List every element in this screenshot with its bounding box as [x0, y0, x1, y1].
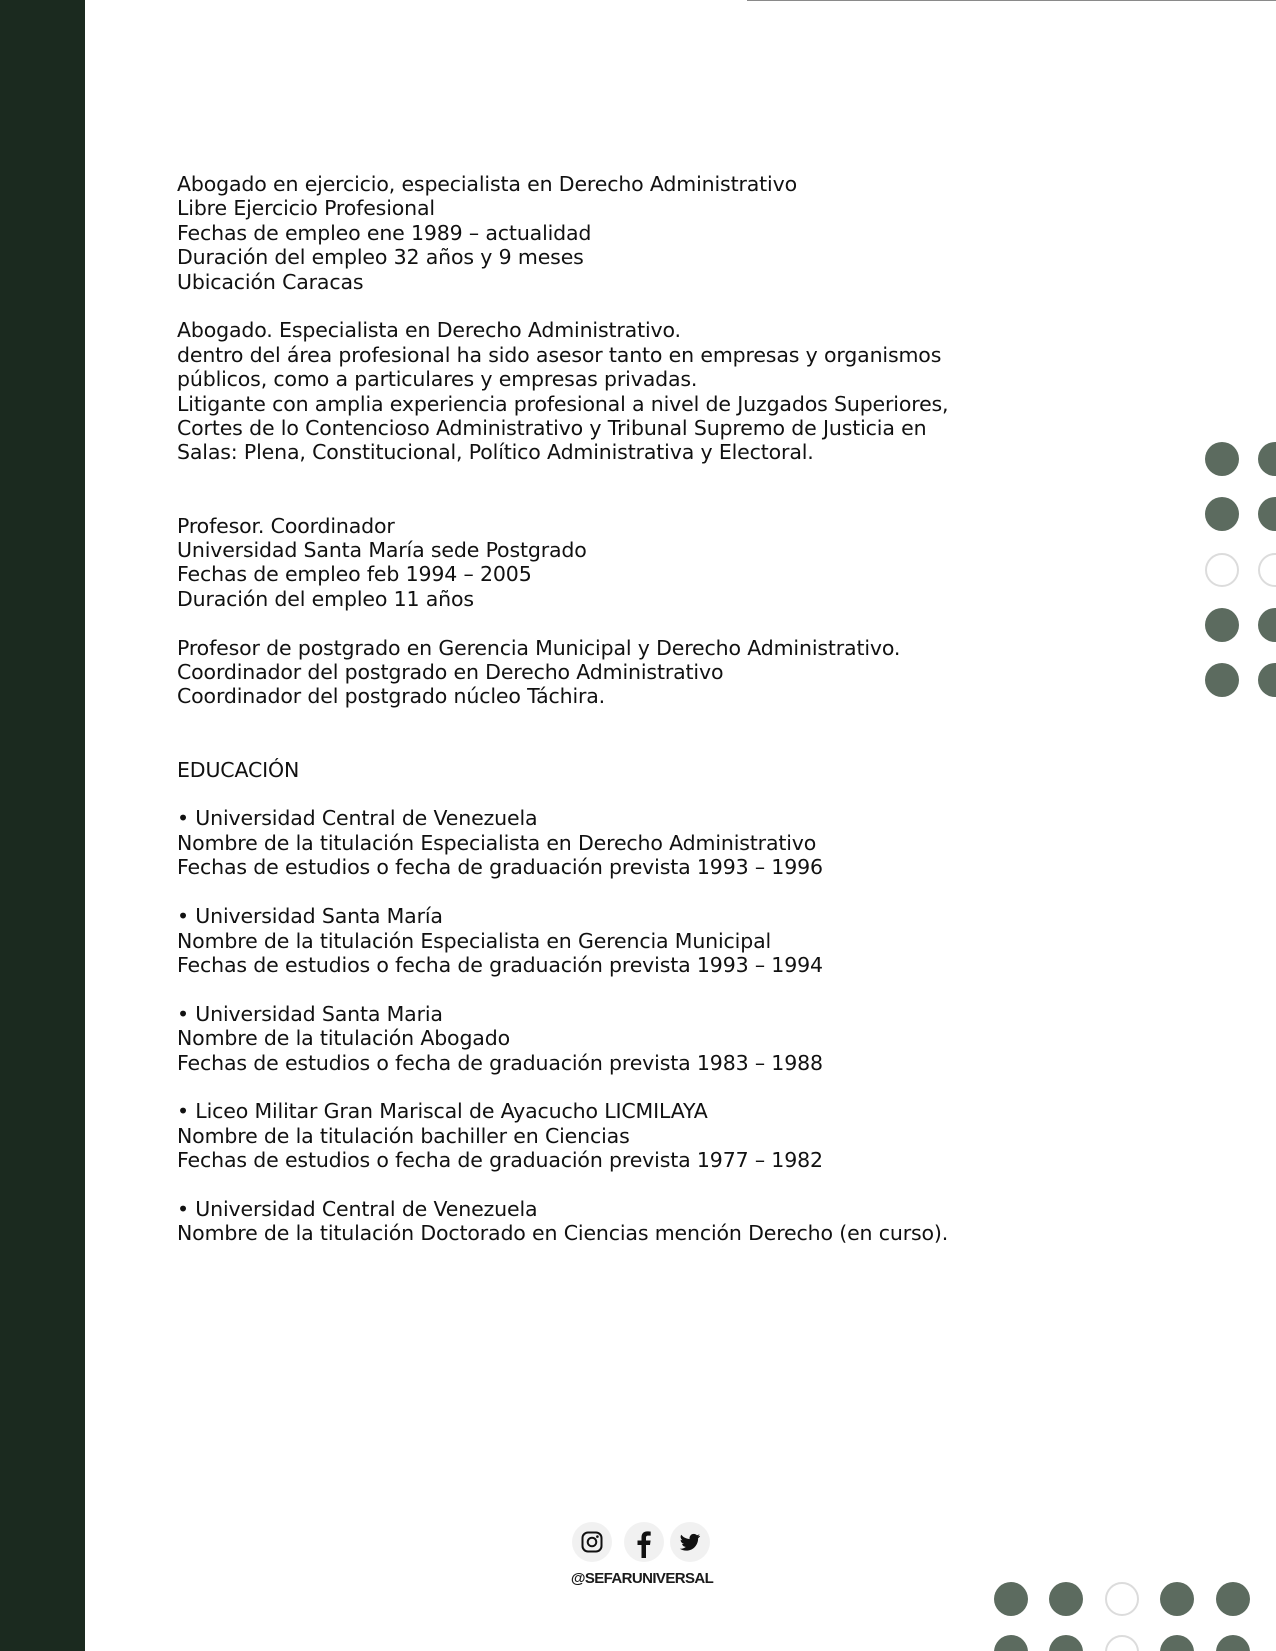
employer: Universidad Santa María sede Postgrado	[177, 538, 587, 563]
education-dates: Fechas de estudios o fecha de graduación prevista 1993 – 1994	[177, 952, 823, 977]
employment-duration: Duración del empleo 11 años	[177, 586, 474, 611]
decorative-dot-hollow	[1205, 553, 1239, 587]
education-entry	[177, 806, 977, 879]
education-entry	[177, 1197, 977, 1246]
job-title: Profesor. Coordinador	[177, 513, 395, 538]
education-entry	[177, 1099, 977, 1172]
education-dates: Fechas de estudios o fecha de graduación prevista 1993 – 1996	[177, 855, 823, 880]
job-description-line: Litigante con amplia experiencia profesional a nivel de Juzgados Superiores,	[177, 391, 949, 416]
decorative-dot-hollow	[1258, 553, 1276, 587]
employment-duration: Duración del empleo 32 años y 9 meses	[177, 245, 584, 270]
decorative-dot	[1258, 497, 1276, 531]
job-description-line: Coordinador del postgrado en Derecho Administrativo	[177, 660, 724, 685]
decorative-dot	[1049, 1635, 1083, 1651]
education-degree: Nombre de la titulación Doctorado en Ciencias mención Derecho (en curso).	[177, 1221, 949, 1246]
job-description-line: Profesor de postgrado en Gerencia Municipal y Derecho Administrativo.	[177, 635, 901, 660]
decorative-dot	[1205, 442, 1239, 476]
education-institution: • Universidad Santa María	[177, 904, 443, 929]
decorative-dots-right	[1205, 442, 1276, 702]
job-title: Abogado en ejercicio, especialista en Derecho Administrativo	[177, 172, 797, 196]
decorative-dot	[1216, 1582, 1250, 1616]
decorative-dot	[994, 1635, 1028, 1651]
decorative-dot	[994, 1582, 1028, 1616]
education-dates: Fechas de estudios o fecha de graduación prevista 1977 – 1982	[177, 1148, 823, 1173]
education-degree: Nombre de la titulación Abogado	[177, 1026, 510, 1051]
decorative-dot-hollow	[1105, 1635, 1139, 1651]
job-description-line: Abogado. Especialista en Derecho Administrativo.	[177, 318, 681, 343]
decorative-dot	[1258, 442, 1276, 476]
decorative-dot	[1205, 608, 1239, 642]
job-description-line: dentro del área profesional ha sido asesor tanto en empresas y organismos	[177, 342, 942, 367]
decorative-dot	[1205, 663, 1239, 697]
employment-dates: Fechas de empleo ene 1989 – actualidad	[177, 220, 592, 245]
experience-entry-1	[177, 172, 977, 465]
experience-entry-2	[177, 514, 977, 709]
job-description-line: Salas: Plena, Constitucional, Político Administrativa y Electoral.	[177, 440, 814, 465]
cv-content	[177, 172, 977, 1246]
education-entry	[177, 1002, 977, 1075]
education-institution: • Universidad Central de Venezuela	[177, 1196, 538, 1221]
decorative-dot	[1216, 1635, 1250, 1651]
education-heading: EDUCACIÓN	[177, 757, 300, 782]
education-section	[177, 758, 977, 1246]
job-description-line: Coordinador del postgrado núcleo Táchira.	[177, 684, 606, 709]
education-institution: • Universidad Santa Maria	[177, 1001, 443, 1026]
education-degree: Nombre de la titulación bachiller en Ciencias	[177, 1123, 630, 1148]
left-sidebar-band	[0, 0, 85, 1651]
instagram-icon[interactable]	[572, 1522, 612, 1562]
social-handle[interactable]: @SEFARUNIVERSAL	[570, 1570, 714, 1587]
decorative-dots-bottom	[994, 1582, 1276, 1651]
top-divider	[747, 0, 1276, 1]
decorative-dot	[1205, 497, 1239, 531]
employment-location: Ubicación Caracas	[177, 269, 364, 294]
decorative-dot	[1160, 1635, 1194, 1651]
decorative-dot	[1160, 1582, 1194, 1616]
education-dates: Fechas de estudios o fecha de graduación prevista 1983 – 1988	[177, 1050, 823, 1075]
education-entry	[177, 904, 977, 977]
education-degree: Nombre de la titulación Especialista en Derecho Administrativo	[177, 830, 817, 855]
social-footer	[558, 1522, 726, 1592]
decorative-dot	[1258, 608, 1276, 642]
job-description-line: Cortes de lo Contencioso Administrativo y Tribunal Supremo de Justicia en	[177, 416, 927, 441]
education-institution: • Liceo Militar Gran Mariscal de Ayacucho LICMILAYA	[177, 1099, 708, 1124]
education-institution: • Universidad Central de Venezuela	[177, 806, 538, 831]
employment-dates: Fechas de empleo feb 1994 – 2005	[177, 562, 532, 587]
facebook-icon[interactable]	[624, 1522, 664, 1562]
job-description-line: públicos, como a particulares y empresas privadas.	[177, 367, 698, 392]
education-degree: Nombre de la titulación Especialista en Gerencia Municipal	[177, 928, 772, 953]
employer: Libre Ejercicio Profesional	[177, 196, 435, 221]
decorative-dot	[1258, 663, 1276, 697]
decorative-dot-hollow	[1105, 1582, 1139, 1616]
twitter-icon[interactable]	[670, 1522, 710, 1562]
decorative-dot	[1049, 1582, 1083, 1616]
